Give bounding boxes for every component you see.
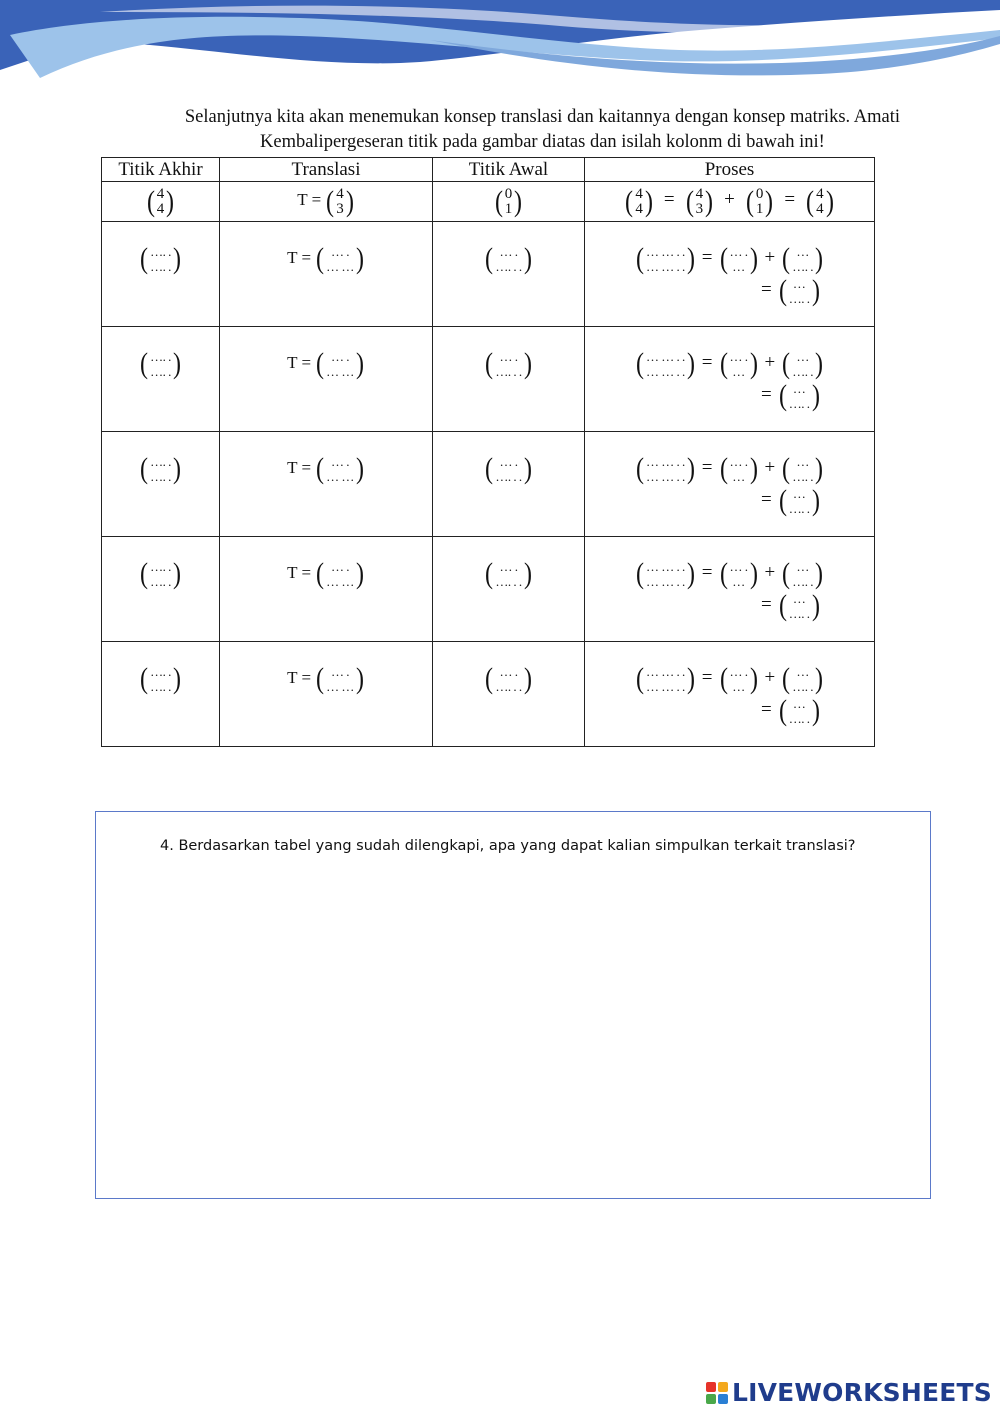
vector: ( … …. . ) xyxy=(782,347,823,380)
vector-top: …. . xyxy=(150,664,171,679)
vector-top: … . xyxy=(499,349,518,364)
titik-awal-cell[interactable] xyxy=(433,642,585,747)
equals-sign: = xyxy=(701,456,713,478)
header-proses: Proses xyxy=(585,158,875,182)
t-label: T = xyxy=(297,190,322,210)
t-label: T = xyxy=(287,457,312,477)
vector: ( … …. . ) xyxy=(782,452,823,485)
vector: ( … . …. . . ) xyxy=(485,557,532,590)
vector: ( … . … ) xyxy=(719,347,758,380)
vector-top: …. . xyxy=(150,244,171,259)
header-wave-banner xyxy=(0,0,1000,90)
vector-top: … . xyxy=(499,559,518,574)
vector: ( 4 4 ) xyxy=(806,184,834,218)
vector: ( … . … … ) xyxy=(316,452,364,485)
vector-top: … . xyxy=(330,349,349,364)
vector-bottom: … … . . xyxy=(646,259,685,274)
translasi-cell[interactable] xyxy=(220,537,433,642)
logo-square-green xyxy=(706,1394,716,1404)
vector-top: … . xyxy=(330,244,349,259)
example-translasi-cell xyxy=(220,182,433,222)
equals-sign: = xyxy=(701,666,713,688)
vector-top: … xyxy=(796,559,809,574)
vector-bottom: …. . . xyxy=(495,574,522,589)
vector: ( … …. . ) xyxy=(782,662,823,695)
plus-sign: + xyxy=(764,246,776,268)
vector-bottom: …. . xyxy=(788,606,810,621)
vector-top: … xyxy=(792,486,806,501)
equals-sign: = xyxy=(761,278,772,300)
vector-bottom: …. . . xyxy=(495,364,522,379)
question-text: 4. Berdasarkan tabel yang sudah dilengkapi, apa yang dapat kalian simpulkan terkait translasi? xyxy=(160,838,856,854)
vector: ( … …. . ) xyxy=(782,242,823,275)
vector: ( … … . . … … . . ) xyxy=(636,452,695,485)
logo-text: LIVEWORKSHEETS xyxy=(731,1378,992,1407)
titik-akhir-cell[interactable] xyxy=(102,537,220,642)
titik-awal-cell[interactable] xyxy=(433,432,585,537)
vector-top: 0 xyxy=(755,185,764,202)
vector: ( … . … … ) xyxy=(316,557,364,590)
table-row xyxy=(102,642,875,747)
vector: ( … …. . ) xyxy=(778,379,820,412)
example-row xyxy=(102,182,875,222)
plus-sign: + xyxy=(764,456,776,478)
logo-square-orange xyxy=(718,1382,728,1392)
vector-top: … . xyxy=(499,244,518,259)
vector-bottom: … … xyxy=(326,574,354,589)
vector: ( …. . …. . ) xyxy=(140,452,181,485)
vector-bottom: …. . xyxy=(150,469,171,484)
vector-top: … . xyxy=(330,664,349,679)
vector-bottom: 4 xyxy=(156,200,165,217)
vector: ( …. . …. . ) xyxy=(140,242,181,275)
equals-sign: = xyxy=(761,698,772,720)
vector: ( … …. . ) xyxy=(778,694,820,727)
table-row xyxy=(102,222,875,327)
titik-akhir-cell[interactable] xyxy=(102,327,220,432)
header-titik-awal: Titik Awal xyxy=(433,158,585,182)
vector: ( …. . …. . ) xyxy=(140,557,181,590)
vector-bottom: …. . . xyxy=(495,259,522,274)
vector-top: … . xyxy=(729,454,748,469)
vector: ( … . …. . . ) xyxy=(485,452,532,485)
vector-bottom: … … . . xyxy=(646,469,685,484)
table-row xyxy=(102,327,875,432)
vector-bottom: …. . xyxy=(788,711,810,726)
vector-top: …. . xyxy=(150,559,171,574)
vector: ( … . … … ) xyxy=(316,662,364,695)
plus-sign: + xyxy=(764,666,776,688)
vector-top: 4 xyxy=(816,185,824,202)
vector-top: 0 xyxy=(504,185,513,202)
t-label: T = xyxy=(287,562,312,582)
vector: ( … . … ) xyxy=(719,242,758,275)
vector-top: 4 xyxy=(156,185,165,202)
equals-sign: = xyxy=(701,246,713,268)
vector-bottom: 3 xyxy=(336,200,344,217)
titik-awal-cell[interactable] xyxy=(433,537,585,642)
vector-top: … xyxy=(792,591,806,606)
vector-bottom: …. . xyxy=(792,469,813,484)
vector: ( … … . . … … . . ) xyxy=(636,662,695,695)
vector: ( 0 1 ) xyxy=(494,184,523,218)
vector-top: … . xyxy=(330,559,349,574)
example-akhir-cell xyxy=(102,182,220,222)
vector: ( … …. . ) xyxy=(778,484,820,517)
vector: ( … . … ) xyxy=(719,557,758,590)
example-awal-cell xyxy=(433,182,585,222)
vector-bottom: …. . xyxy=(150,259,171,274)
vector-bottom: …. . xyxy=(150,574,171,589)
table-row xyxy=(102,537,875,642)
vector-top: … xyxy=(796,454,809,469)
vector-bottom: …. . . xyxy=(495,679,522,694)
plus-sign: + xyxy=(764,561,776,583)
translation-table xyxy=(101,157,875,747)
vector-top: … xyxy=(796,244,809,259)
vector-top: … . xyxy=(729,349,748,364)
vector-top: … … . . xyxy=(646,349,685,364)
vector-top: … . xyxy=(330,454,349,469)
answer-box[interactable] xyxy=(95,811,931,1199)
vector-bottom: … … xyxy=(326,679,354,694)
vector-top: …. . xyxy=(150,349,171,364)
equals-sign: = xyxy=(761,593,772,615)
vector-bottom: …. . xyxy=(792,259,813,274)
vector-top: … … . . xyxy=(646,244,685,259)
translasi-cell[interactable] xyxy=(220,327,433,432)
vector-bottom: … … xyxy=(326,469,354,484)
proses-cell[interactable] xyxy=(585,432,875,537)
vector: ( … …. . ) xyxy=(782,557,823,590)
vector-bottom: … xyxy=(732,469,745,484)
t-label: T = xyxy=(287,667,312,687)
vector: ( … … . . … … . . ) xyxy=(636,347,695,380)
header-titik-akhir: Titik Akhir xyxy=(102,158,220,182)
equals-sign: = xyxy=(701,561,713,583)
vector-top: … xyxy=(796,349,809,364)
titik-akhir-cell[interactable] xyxy=(102,432,220,537)
vector-bottom: …. . xyxy=(792,364,813,379)
translasi-cell[interactable] xyxy=(220,642,433,747)
vector: ( … . …. . . ) xyxy=(485,662,532,695)
vector: ( … . … ) xyxy=(719,662,758,695)
vector: ( … . … … ) xyxy=(316,347,364,380)
vector-bottom: … xyxy=(732,574,745,589)
vector-top: … . xyxy=(729,559,748,574)
vector: ( … . …. . . ) xyxy=(485,242,532,275)
vector-bottom: 1 xyxy=(755,200,764,217)
vector-bottom: … … xyxy=(326,259,354,274)
vector-bottom: 4 xyxy=(816,200,824,217)
vector-bottom: …. . xyxy=(150,679,171,694)
proses-cell[interactable] xyxy=(585,537,875,642)
vector: ( … . …. . . ) xyxy=(485,347,532,380)
vector-bottom: 1 xyxy=(504,200,513,217)
vector-top: … xyxy=(792,696,806,711)
logo-square-blue xyxy=(718,1394,728,1404)
vector-top: … xyxy=(792,276,806,291)
table-header-row xyxy=(102,158,875,182)
vector: ( …. . …. . ) xyxy=(140,347,181,380)
titik-awal-cell[interactable] xyxy=(433,222,585,327)
table-row xyxy=(102,432,875,537)
vector: ( … . … ) xyxy=(719,452,758,485)
intro-text-line1: Selanjutnya kita akan menemukan konsep translasi dan kaitannya dengan konsep matriks. Amati xyxy=(184,107,900,127)
vector-top: … . xyxy=(499,454,518,469)
vector-top: … … . . xyxy=(646,559,685,574)
vector-bottom: … … . . xyxy=(646,364,685,379)
intro-text-line2: Kembalipergeseran titik pada gambar diatas dan isilah kolonm di bawah ini! xyxy=(260,132,825,152)
vector: ( 4 4 ) xyxy=(625,184,653,218)
equals-sign: = xyxy=(701,351,713,373)
equals-sign: = xyxy=(663,189,675,211)
vector-bottom: …. . xyxy=(792,679,813,694)
vector: ( …. . …. . ) xyxy=(140,662,181,695)
vector-top: … … . . xyxy=(646,664,685,679)
titik-awal-cell[interactable] xyxy=(433,327,585,432)
vector-bottom: 4 xyxy=(635,200,643,217)
titik-akhir-cell[interactable] xyxy=(102,222,220,327)
vector-bottom: … … . . xyxy=(646,574,685,589)
vector-bottom: … … . . xyxy=(646,679,685,694)
vector: ( 4 3 ) xyxy=(685,184,714,218)
proses-cell[interactable] xyxy=(585,222,875,327)
vector: ( … … . . … … . . ) xyxy=(636,557,695,590)
plus-sign: + xyxy=(724,189,735,211)
vector: ( 0 1 ) xyxy=(745,184,774,218)
vector-top: …. . xyxy=(150,454,171,469)
plus-sign: + xyxy=(764,351,776,373)
liveworksheets-logo xyxy=(706,1378,992,1407)
vector-top: … xyxy=(792,381,806,396)
t-label: T = xyxy=(287,247,312,267)
equals-sign: = xyxy=(761,383,772,405)
vector-bottom: … … xyxy=(326,364,354,379)
vector-bottom: …. . xyxy=(788,396,810,411)
vector-bottom: …. . xyxy=(792,574,813,589)
vector-top: 4 xyxy=(635,185,643,202)
vector: ( 4 4 ) xyxy=(146,184,175,218)
logo-square-red xyxy=(706,1382,716,1392)
equals-sign: = xyxy=(784,189,796,211)
logo-squares-icon xyxy=(706,1382,728,1404)
titik-akhir-cell[interactable] xyxy=(102,642,220,747)
vector-bottom: … xyxy=(732,259,745,274)
translasi-cell[interactable] xyxy=(220,432,433,537)
proses-cell[interactable] xyxy=(585,642,875,747)
vector-top: … xyxy=(796,664,809,679)
vector: ( … … . . … … . . ) xyxy=(636,242,695,275)
vector: ( 4 3 ) xyxy=(326,184,354,218)
header-translasi: Translasi xyxy=(220,158,433,182)
proses-cell[interactable] xyxy=(585,327,875,432)
equals-sign: = xyxy=(761,488,772,510)
vector-bottom: … xyxy=(732,679,745,694)
t-label: T = xyxy=(287,352,312,372)
vector: ( … . … … ) xyxy=(316,242,364,275)
vector-top: … … . . xyxy=(646,454,685,469)
vector-bottom: …. . . xyxy=(495,469,522,484)
vector: ( … …. . ) xyxy=(778,589,820,622)
vector-bottom: …. . xyxy=(788,291,810,306)
vector-bottom: …. . xyxy=(150,364,171,379)
vector-top: … . xyxy=(729,664,748,679)
example-proses-cell xyxy=(585,182,875,222)
vector: ( … …. . ) xyxy=(778,274,820,307)
vector-top: 4 xyxy=(336,185,344,202)
vector-top: … . xyxy=(729,244,748,259)
vector-bottom: … xyxy=(732,364,745,379)
vector-top: … . xyxy=(499,664,518,679)
translasi-cell[interactable] xyxy=(220,222,433,327)
vector-bottom: …. . xyxy=(788,501,810,516)
vector-top: 4 xyxy=(695,185,704,202)
vector-bottom: 3 xyxy=(695,200,704,217)
